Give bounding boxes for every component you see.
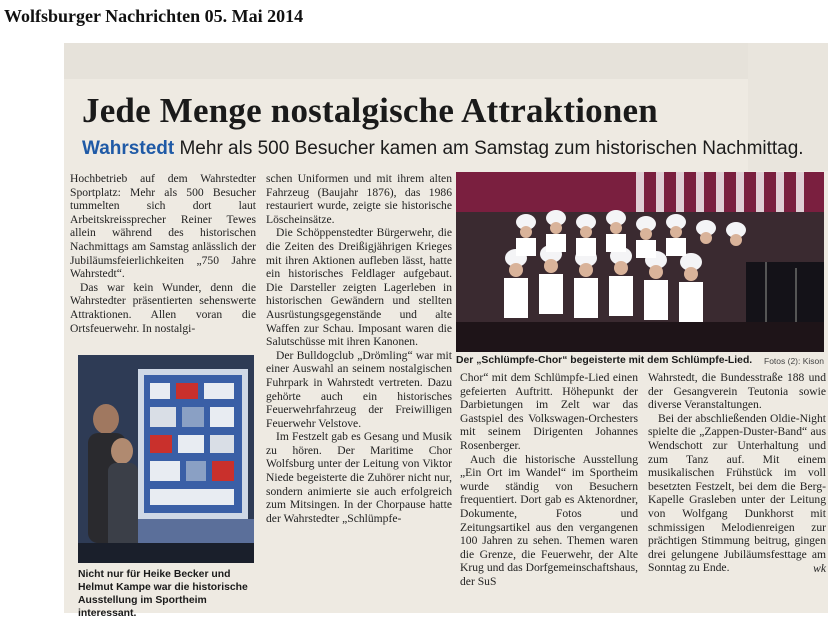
- paragraph: Im Festzelt gab es Gesang und Musik zu hören. Der Maritime Chor Wolfsburg unter der Leitung von Viktor Niede begeisterte die Zuhörer nicht nur, sondern animierte sie auch erfolgreich zum Mitsingen. In der Chorpause hatte der Wahrstedter „Schlümpfe-: [266, 430, 452, 525]
- paragraph: schen Uniformen und mit ihrem alten Fahrzeug (Baujahr 1876), das 1986 restauriert wurde, zeigte sie historische Löscheinsätze.: [266, 172, 452, 226]
- paragraph: Das war kein Wunder, denn die Wahrstedter präsentierten sehenswerte Attraktionen. Allen voran die Ortsfeuerwehr. In nostalgi-: [70, 280, 256, 335]
- choir-photo: [456, 172, 824, 352]
- photo-credit: Fotos (2): Kison: [764, 356, 824, 366]
- paragraph: Bei der abschließenden Oldie-Night spielte die „Zappen-Duster-Band“ aus Wendschott zur Unterhaltung und zum Tanz auf. Mit einem musikalischen Frühstück im voll besetzten Festzelt, bei dem die Berg-Kapelle Grasleben unter der Leitung von Wolfgang Dunkhorst mit schmissigen Melodienreigen zur prächtigen Stimmung beitrug, gingen drei gelungene Jubiläumsfesttage am Sonntag zu Ende.: [648, 411, 826, 575]
- exhibition-photo: [78, 355, 254, 563]
- author-signature: wk: [813, 561, 826, 575]
- newspaper-clipping: [64, 43, 828, 619]
- paragraph: Die Schöppenstedter Bürgerwehr, die die Zeiten des Dreißigjährigen Krieges mit ihren Aktionen aufleben lässt, hatte ein historisches Feldlager aufgebaut. Die Darsteller zeigten Lagerleben in historischen Gewändern und stellten Ausrüstungsgegenstände und alte Waffen zur Schau. Imposant waren die Salutschüsse mit ihren Kanonen.: [266, 226, 452, 349]
- paragraph: Der Bulldogclub „Drömling“ war mit einer Auswahl an seinem nostalgischen Fuhrpark in Wahrstedt vertreten. Dazu gehörte auch ein historisches Feuerwehrfahrzeug der Freiwilligen Feuerwehr Velstove.: [266, 348, 452, 430]
- article-column-2: [266, 172, 452, 613]
- paragraph: Auch die historische Ausstellung „Ein Ort im Wandel“ im Sportheim wurde ständig von Besuchern frequentiert. Dort gab es Aktenordner, Dokumente, Fotos und Zeitungsartikel aus den vergangenen 100 Jahren zu sehen. Themen waren die Grenze, die Feuerwehr, der Alte Krug und das Dorfgemeinschaftshaus, der SuS: [460, 452, 638, 588]
- subline: [82, 138, 804, 160]
- article-column-4: [648, 371, 826, 613]
- adjacent-article-bleed: [64, 43, 828, 79]
- caption-exhibition-photo: Nicht nur für Heike Becker und Helmut Kampe war die historische Ausstellung im Sportheim interessant.: [78, 569, 248, 619]
- subline-text: Mehr als 500 Besucher kamen am Samstag zum historischen Nachmittag.: [179, 138, 804, 159]
- paragraph: Chor“ mit dem Schlümpfe-Lied einen gefeierten Auftritt. Höhepunkt der Darbietungen im Zelt war das Gastspiel des Volkswagen-Orchesters mit seinem Dirigenten Johannes Rosenberger.: [460, 371, 638, 452]
- article-column-3: [460, 371, 638, 613]
- subline-place: Wahrstedt: [82, 138, 175, 159]
- article-column-1: [70, 172, 256, 354]
- headline: Jede Menge nostalgische Attraktionen: [82, 91, 658, 130]
- caption-choir-text: Der „Schlümpfe-Chor“ begeisterte mit dem Schlümpfe-Lied.: [456, 355, 753, 366]
- caption-choir-photo: [456, 355, 824, 366]
- source-line: Wolfsburger Nachrichten 05. Mai 2014: [4, 6, 304, 26]
- paragraph: Wahrstedt, die Bundesstraße 188 und der Gesangverein Teutonia sowie diverse Veranstaltungen.: [648, 371, 826, 412]
- paragraph: Hochbetrieb auf dem Wahrstedter Sportplatz: Mehr als 500 Besucher tummelten sich dort laut Arbeitskreissprecher Reiner Tewes allein während des historischen Nachmittags am Samstag anlässlich der Jubiläumsfeierlichkeiten „750 Jahre Wahrstedt“.: [70, 172, 256, 281]
